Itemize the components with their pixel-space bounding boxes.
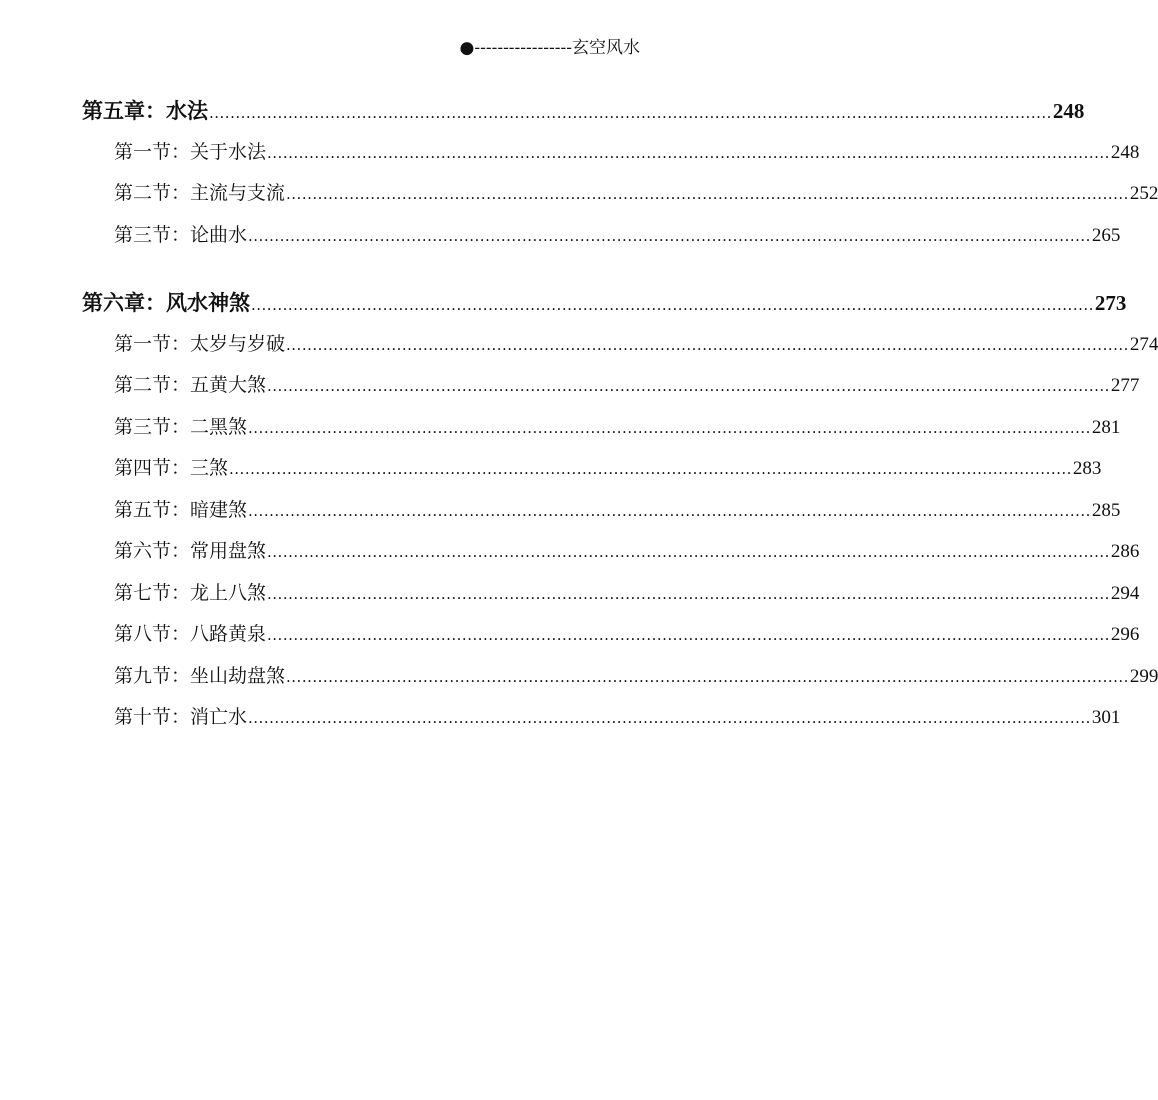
toc-section[interactable]	[82, 531, 1140, 573]
dot-leader: ................................................................................................................................................................	[267, 626, 1110, 644]
dot-leader: ................................................................................................................................................................	[248, 226, 1091, 245]
page-number: 273	[1094, 291, 1127, 315]
chapter-gap	[82, 256, 638, 282]
page-number: 294	[1110, 582, 1140, 604]
section-title: 第一节：太岁与岁破	[114, 332, 286, 355]
section-title: 第二节：主流与支流	[114, 182, 286, 204]
page-number: 301	[1091, 707, 1121, 728]
section-title: 第七节：龙上八煞	[114, 581, 267, 604]
dot-leader: ................................................................................................................................................................	[209, 104, 1052, 122]
header-book-title: 玄空风水	[572, 38, 640, 58]
page-number: 248	[1052, 99, 1085, 123]
dot-leader: ................................................................................................................................................................	[251, 296, 1094, 314]
header-bullet: ●	[459, 38, 475, 58]
toc-chapter-6[interactable]	[82, 282, 1127, 324]
toc-section[interactable]	[82, 656, 1158, 698]
dot-leader: ................................................................................................................................................................	[267, 377, 1110, 395]
dot-leader: ................................................................................................................................................................	[286, 335, 1129, 354]
dot-leader: ................................................................................................................................................................	[267, 584, 1110, 603]
toc-section[interactable]	[82, 697, 1121, 739]
running-header	[440, 33, 640, 58]
toc-section[interactable]	[82, 490, 1121, 532]
dot-leader: ................................................................................................................................................................	[248, 501, 1091, 520]
page-number: 265	[1091, 224, 1121, 246]
section-title: 第三节：论曲水	[114, 223, 248, 246]
dot-leader: ................................................................................................................................................................	[267, 543, 1110, 561]
dot-leader: ................................................................................................................................................................	[267, 143, 1110, 162]
page-number: 277	[1110, 375, 1140, 396]
section-title: 第三节：二黑煞	[114, 415, 248, 438]
page-number: 281	[1091, 416, 1121, 438]
section-title: 第六节：常用盘煞	[114, 540, 267, 562]
section-title: 第一节：关于水法	[114, 140, 267, 163]
toc-chapter-5[interactable]	[82, 90, 1085, 132]
toc-section[interactable]	[82, 173, 1158, 215]
page-number: 285	[1091, 499, 1121, 521]
toc-section[interactable]	[82, 324, 1158, 366]
page-number: 248	[1110, 141, 1140, 163]
dot-leader: ................................................................................................................................................................	[229, 460, 1072, 478]
toc-section[interactable]	[82, 448, 1102, 490]
table-of-contents	[82, 90, 1158, 739]
dot-leader: ................................................................................................................................................................	[286, 185, 1129, 203]
chapter-title: 第五章：水法	[82, 98, 208, 123]
section-title: 第五节：暗建煞	[114, 498, 248, 521]
page-number: 296	[1110, 624, 1140, 645]
section-title: 第十节：消亡水	[114, 706, 248, 728]
page-number: 299	[1129, 665, 1158, 687]
toc-section[interactable]	[82, 132, 1140, 174]
header-rule: -----------------	[474, 38, 572, 58]
toc-section[interactable]	[82, 573, 1140, 615]
dot-leader: ................................................................................................................................................................	[286, 667, 1129, 686]
toc-section[interactable]	[82, 614, 1140, 656]
toc-section[interactable]	[82, 407, 1121, 449]
toc-section[interactable]	[82, 365, 1140, 407]
section-title: 第八节：八路黄泉	[114, 623, 267, 645]
dot-leader: ................................................................................................................................................................	[248, 709, 1091, 727]
page-number: 283	[1072, 458, 1102, 479]
section-title: 第二节：五黄大煞	[114, 374, 267, 396]
page-number: 286	[1110, 541, 1140, 562]
section-title: 第四节：三煞	[114, 457, 229, 479]
toc-section[interactable]	[82, 215, 1121, 257]
page-number: 252	[1129, 183, 1158, 204]
section-title: 第九节：坐山劫盘煞	[114, 664, 286, 687]
chapter-title: 第六章：风水神煞	[82, 290, 250, 315]
page-number: 274	[1129, 333, 1158, 355]
dot-leader: ................................................................................................................................................................	[248, 418, 1091, 437]
